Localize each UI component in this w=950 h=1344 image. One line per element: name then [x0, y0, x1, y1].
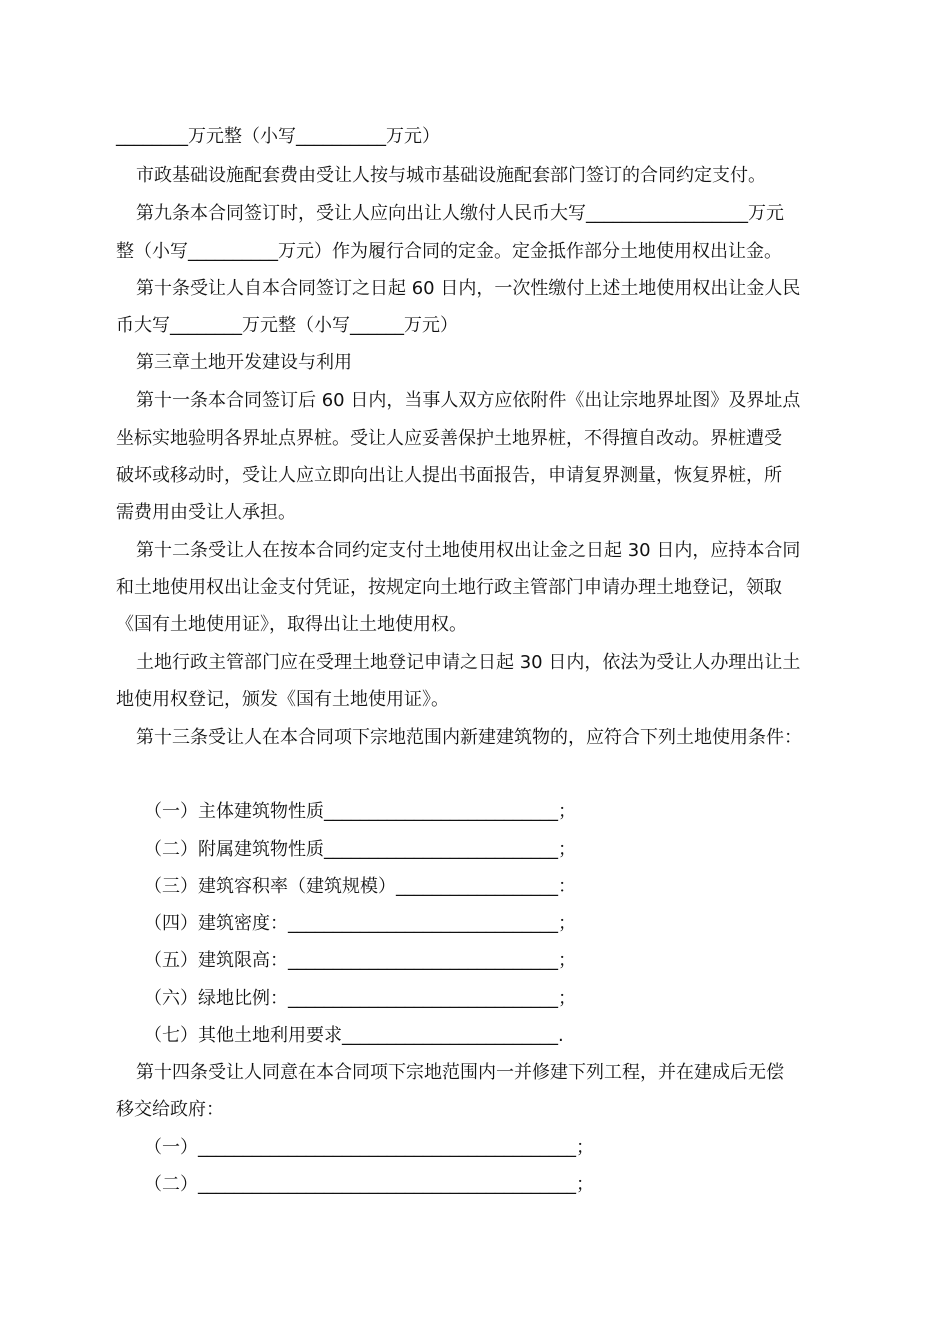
condition-item-3: （三）建筑容积率（建筑规模）__________________： [144, 876, 576, 897]
condition-item-5: （五）建筑限高：______________________________； [144, 950, 576, 971]
condition-item-4: （四）建筑密度：______________________________； [144, 913, 576, 934]
text-line-12: 第十二条受让人在按本合同约定支付土地使用权出让金之日起 30 日内，应持本合同 [136, 540, 801, 561]
text-line-25: 第十四条受让人同意在本合同项下宗地范围内一并修建下列工程，并在建成后无偿 [136, 1062, 784, 1083]
text-line-11: 需费用由受让人承担。 [116, 502, 296, 523]
condition-item-7: （七）其他土地利用要求________________________. [144, 1025, 564, 1046]
text-line-2: 市政基础设施配套费由受让人按与城市基础设施配套部门签订的合同约定支付。 [136, 165, 766, 186]
text-line-17: 第十三条受让人在本合同项下宗地范围内新建建筑物的，应符合下列土地使用条件： [136, 727, 802, 748]
text-line-9: 坐标实地验明各界址点界桩。受让人应妥善保护土地界桩，不得擅自改动。界桩遭受 [116, 428, 782, 449]
text-line-26: 移交给政府： [116, 1099, 224, 1120]
project-item-1: （一）__________________________________________； [144, 1137, 594, 1158]
condition-item-6: （六）绿地比例：______________________________； [144, 988, 576, 1009]
text-line-3: 第九条本合同签订时，受让人应向出让人缴付人民币大写__________________万元 [136, 203, 784, 224]
project-item-2: （二）__________________________________________； [144, 1174, 594, 1195]
condition-item-2: （二）附属建筑物性质__________________________； [144, 839, 576, 860]
condition-item-1: （一）主体建筑物性质__________________________； [144, 801, 576, 822]
text-line-13: 和土地使用权出让金支付凭证，按规定向土地行政主管部门申请办理土地登记，领取 [116, 577, 782, 598]
text-line-15: 土地行政主管部门应在受理土地登记申请之日起 30 日内，依法为受让人办理出让土 [136, 652, 801, 673]
section-heading: 第三章土地开发建设与利用 [136, 352, 352, 373]
text-line-5: 第十条受让人自本合同签订之日起 60 日内，一次性缴付上述土地使用权出让金人民 [136, 278, 801, 299]
text-line-1: ________万元整（小写__________万元） [116, 126, 440, 147]
text-line-14: 《国有土地使用证》，取得出让土地使用权。 [116, 614, 467, 635]
text-line-6: 币大写________万元整（小写______万元） [116, 315, 458, 336]
text-line-8: 第十一条本合同签订后 60 日内，当事人双方应依附件《出让宗地界址图》及界址点 [136, 390, 801, 411]
text-line-10: 破坏或移动时，受让人应立即向出让人提出书面报告，申请复界测量，恢复界桩，所 [116, 465, 782, 486]
text-line-16: 地使用权登记，颁发《国有土地使用证》。 [116, 689, 449, 710]
text-line-4: 整（小写__________万元）作为履行合同的定金。定金抵作部分土地使用权出让金。 [116, 241, 782, 262]
